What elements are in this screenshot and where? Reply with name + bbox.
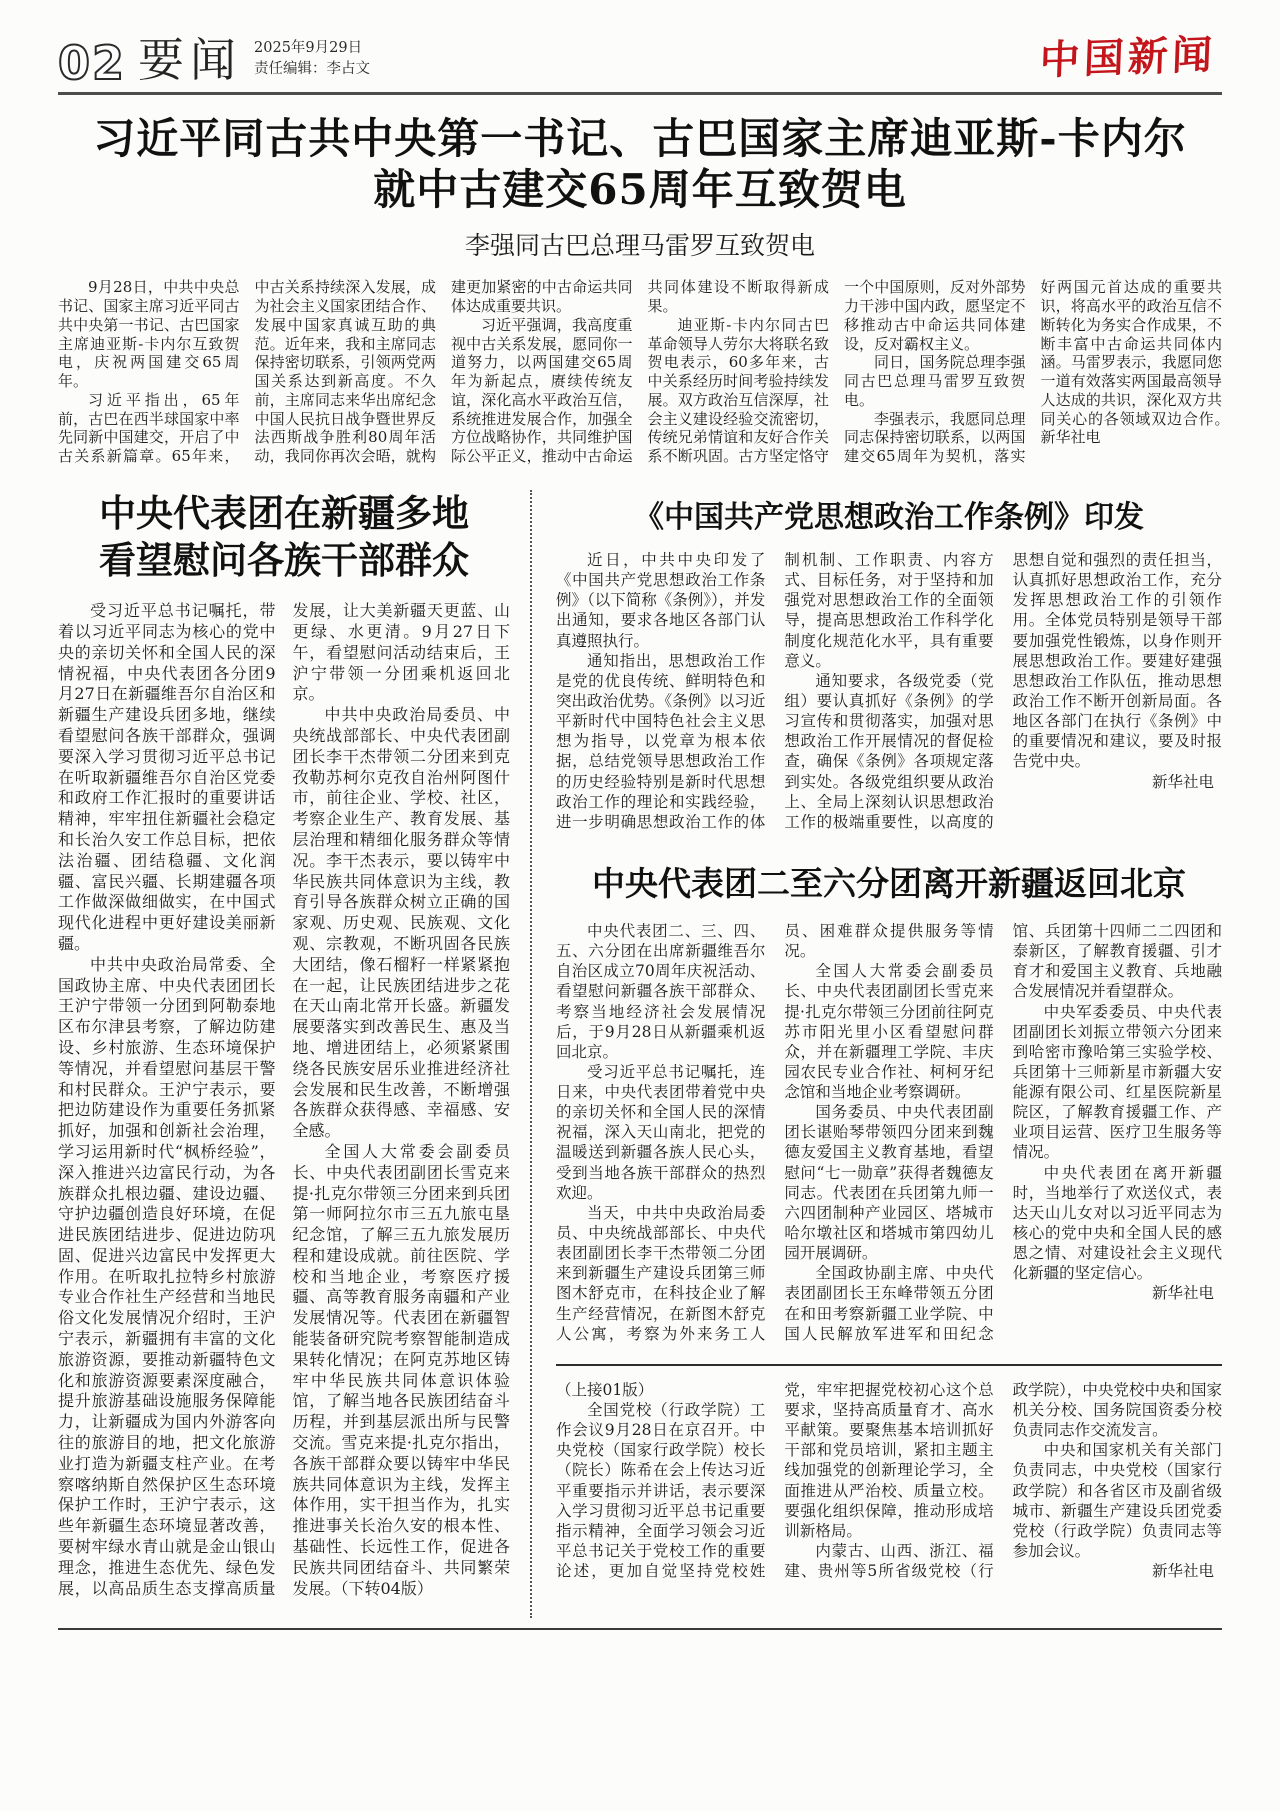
paragraph: 中共中央政治局委员、中央统战部部长、中央代表团副团长李干杰带领二分团来到克孜勒苏柯尔克孜自治州阿图什市，前往企业、学校、社区，考察企业生产、教育发展、基层治理和精细化服务群众等情况。李干杰表示，要以铸牢中华民族共同体意识为主线，教育引导各族群众树立正确的国家观、历史观、民族观、文化观、宗教观，不断巩固各民族大团结，像石榴籽一样紧紧抱在一起，让民族团结进步之花在天山南北常开长盛。新疆发展要落实到改善民生、惠及当地、增进团结上，必须紧紧围绕各民族安居乐业推进经济社会发展和民生改善，不断增强各族群众获得感、幸福感、安全感。 xyxy=(292,705,510,1141)
section-title: 要闻 xyxy=(138,33,243,88)
paragraph: 李强表示，我愿同总理同志保持密切联系，以两国建交65周年为契机，落实好两国元首达成的重要共识，将高水平的政治互信不断转化为务实合作成果，不断丰富中古命运共同体内涵。马雷罗表示，我愿同您一道有效落实两国最高领导人达成的共识，深化双方共同关心的各领域双边合作。 新华社电 xyxy=(844,278,1253,466)
paragraph: 中央和国家机关有关部门负责同志，中央党校（国家行政学院）和各省区市及副省级城市、新疆生产建设兵团党委党校（行政学院）负责同志等参加会议。 xyxy=(1012,1441,1222,1561)
regulation-headline: 《中国共产党思想政治工作条例》印发 xyxy=(634,499,1144,535)
continued-article-body xyxy=(556,1380,1222,1581)
paragraph: 中共中央政治局常委、全国政协主席、中央代表团团长王沪宁带领一分团到阿勒泰地区布尔津县考察，了解边防建设、乡村旅游、生态环境保护等情况，并看望慰问基层干警和村民群众。王沪宁表示，要把边防建设作为重要任务抓紧抓好，加强和创新社会治理，学习运用新时代“枫桥经验”，深入推进兴边富民行动，为各族群众扎根边疆、建设边疆、守护边疆创造良好环境，在促进民族团结进步、促进边防巩固、促进兴边富民中发挥更大作用。在听取扎拉特乡村旅游专业合作社生产经营和当地民俗文化发展情况介绍时，王沪宁表示，新疆拥有丰富的文化旅游资源，要推动新疆特色文化和旅游资源要素深度融合，提升旅游基础设施服务保障能力，让新疆成为国内外游客向往的旅游目的地，把文化旅游业打造为新疆支柱产业。在考察喀纳斯自然保护区生态环境保护工作时，王沪宁表示，这些年新疆生态环境显著改善，要树牢绿水青山就是金山银山理念，推进生态优先、绿色发展，以高品质生态支撑高质量发展，让大美新疆天更蓝、山更绿、水更清。9月27日下午，看望慰问活动结束后，王沪宁带领一分团乘机返回北京。 xyxy=(58,601,510,1598)
lead-subheadline: 李强同古巴总理马雷罗互致贺电 xyxy=(464,231,815,261)
lead-headline-line1: 习近平同古共中央第一书记、古巴国家主席迪亚斯-卡内尔 xyxy=(93,114,1187,163)
continued-article xyxy=(556,1364,1222,1581)
paragraph: 中央军委委员、中央代表团副团长刘振立带领六分团来到哈密市豫哈第三实验学校、兵团第十三师新星市新疆大安能源有限公司、红星医院新星院区，了解教育援疆工作、产业项目运营、医疗卫生服务等情况。 xyxy=(1012,1002,1222,1162)
paragraph: 同日，国务院总理李强同古巴总理马雷罗互致贺电。 xyxy=(844,353,1026,409)
paragraph: 习近平指出，65年前，古巴在西半球国家中率先同新中国建交，开启了中古关系新篇章。65年来，中古关系持续深入发展，成为社会主义国家团结合作、发展中国家真诚互助的典范。近年来，我和主席同志保持密切联系，引领两党两国关系达到新高度。不久前，主席同志来华出席纪念中国人民抗日战争暨世界反法西斯战争胜利80周年活动，我同你再次会晤，就构建更加紧密的中古命运共同体达成重要共识。 xyxy=(58,278,633,466)
regulation-article-body xyxy=(556,550,1222,832)
editor-credit: 责任编辑：李占文 xyxy=(254,61,371,78)
xinjiang-headline-line1: 中央代表团在新疆多地 xyxy=(99,490,469,535)
regulation-article xyxy=(556,492,1222,832)
paragraph: 全国人大常委会副委员长、中央代表团副团长雪克来提·扎克尔带领三分团来到兵团第一师阿拉尔市三五九旅屯垦纪念馆，了解三五九旅发展历程和建设成就。前往医院、学校和当地企业，考察医疗援疆、高等教育服务南疆和产业发展情况等。代表团在新疆智能装备研究院考察智能制造成果转化情况；在阿克苏地区铸牢中华民族共同体意识体验馆，了解当地各民族团结奋斗历程，并到基层派出所与民警交流。雪克来提·扎克尔指出，各族干部群众要以铸牢中华民族共同体意识为主线，发挥主体作用，实干担当作为，扎实推进事关长治久安的根本性、基础性、长远性工作，促进各民族共同团结奋斗、共同繁荣发展。（下转04版） xyxy=(292,1141,510,1598)
xinjiang-article xyxy=(58,490,510,1618)
paragraph: 全国政协副主席、中央代表团副团长王东峰带领五分团在和田考察新疆工业学院、中国人民解放军进军和田纪念馆、兵团第十四师二二四团和泰新区，了解教育援疆、引才育才和爱国主义教育、兵地融合发展情况并看望群众。 xyxy=(784,921,1222,1343)
news-agency-byline: 新华社电 xyxy=(1151,1284,1214,1303)
edition-date: 2025年9月29日 xyxy=(254,39,363,56)
xinjiang-article-body xyxy=(58,601,510,1599)
paragraph: 通知要求，各级党委（党组）要认真抓好《条例》的学习宣传和贯彻落实，加强对思想政治工作开展情况的督促检查，确保《条例》各项规定落到实处。各级党组织要从政治上、全局上深刻认识思想政治工作的极端重要性，以高度的思想自觉和强烈的责任担当，认真抓好思想政治工作，充分发挥思想政治工作的引领作用。全体党员特别是领导干部要加强党性锻炼，以身作则开展思想政治工作。要建好建强思想政治工作队伍，推动思想政治工作不断开创新局面。各地区各部门在执行《条例》中的重要情况和建议，要及时报告党中央。 xyxy=(784,550,1222,831)
return-headline: 中央代表团二至六分团离开新疆返回北京 xyxy=(592,863,1186,903)
newspaper-logo: 中国新闻 xyxy=(1038,31,1217,85)
paragraph: 全国党校（行政学院）工作会议9月28日在京召开。中央党校（国家行政学院）校长（院长）陈希在会上传达习近平重要指示并讲话，表示要深入学习贯彻习近平总书记重要指示精神，全面学习领会习近平总书记关于党校工作的重要论述，更加自觉坚持党校姓党，牢牢把握党校初心这个总要求，坚持高质量育才、高水平献策。要聚焦基本培训抓好干部和党员培训，紧扣主题主线加强党的创新理论学习，全面推进从严治校、质量立校。要强化组织保障，推动形成培训新格局。 xyxy=(556,1380,994,1581)
return-paragraphs xyxy=(556,921,1222,1344)
lower-region xyxy=(58,490,1222,1618)
page-number: 02 xyxy=(58,35,127,90)
lead-article xyxy=(58,113,1253,466)
lead-headline-line2: 就中古建交65周年互致贺电 xyxy=(373,165,907,215)
continued-paragraphs xyxy=(556,1380,1222,1581)
paragraph: 通知指出，思想政治工作是党的优良传统、鲜明特色和突出政治优势。《条例》以习近平新时代中国特色社会主义思想为指导，以党章为根本依据，总结党领导思想政治工作的历史经验特别是新时代思想政治工作的理论和实践经验，进一步明确思想政治工作的体制机制、工作职责、内容方式、目标任务，对于坚持和加强党对思想政治工作的全面领导，提高思想政治工作科学化制度化规范化水平，具有重要意义。 xyxy=(556,550,994,831)
paragraph: 国务委员、中央代表团副团长谌贻琴带领四分团来到魏德友爱国主义教育基地，看望慰问“七一勋章”获得者魏德友同志。代表团在兵团第九师一六四团制种产业园区、塔城市哈尔墩社区和塔城市第四幼儿园开展调研。 xyxy=(784,1103,994,1263)
paragraph: 受习近平总书记嘱托，连日来，中央代表团带着党中央的亲切关怀和全国人民的深情祝福，深入天山南北，把党的温暖送到新疆各族人民心头，受到当地各族干部群众的热烈欢迎。 xyxy=(556,1062,766,1202)
xinjiang-headline-line2: 看望慰问各族干部群众 xyxy=(99,537,469,582)
masthead xyxy=(58,26,1222,95)
lead-article-body xyxy=(58,278,1253,466)
paragraph: 中央代表团在离开新疆时，当地举行了欢送仪式，表达天山儿女对以习近平同志为核心的党中央和全国人民的感恩之情、对建设社会主义现代化新疆的坚定信心。 xyxy=(1012,1163,1222,1283)
paragraph: 全国人大常委会副委员长、中央代表团副团长雪克来提·扎克尔带领三分团前往阿克苏市阳光里小区看望慰问群众，并在新疆理工学院、丰庆园农民专业合作社、柯柯牙纪念馆和当地企业考察调研。 xyxy=(784,962,994,1102)
paragraph: 当天，中共中央政治局委员、中央统战部部长、中央代表团副团长李干杰带领二分团来到新疆生产建设兵团第三师图木舒克市，在科技企业了解生产经营情况，在新图木舒克人公寓，考察为外来务工人员、困难群众提供服务等情况。 xyxy=(556,921,994,1343)
news-agency-byline: 新华社电 xyxy=(1151,772,1214,791)
edition-meta xyxy=(254,38,370,84)
paragraph: 内蒙古、山西、浙江、福建、贵州等5所省级党校（行政学院），中央党校中央和国家机关分校、国务院国资委分校负责同志作交流发言。 xyxy=(784,1380,1222,1581)
masthead-left xyxy=(58,33,371,90)
paragraph: 受习近平总书记嘱托，带着以习近平同志为核心的党中央的亲切关怀和全国人民的深情祝福，中央代表团各分团9月27日在新疆维吾尔自治区和新疆生产建设兵团多地，继续看望慰问各族干部群众，强调要深入学习贯彻习近平总书记在听取新疆维吾尔自治区党委和政府工作汇报时的重要讲话精神，牢牢扭住新疆社会稳定和长治久安工作总目标，把依法治疆、团结稳疆、文化润疆、富民兴疆、长期建疆各项工作做深做细做实，在中国式现代化进程中更好建设美丽新疆。 xyxy=(58,601,276,953)
page-bottom-rule xyxy=(58,1628,1222,1630)
paragraph: 9月28日，中共中央总书记、国家主席习近平同古共中央第一书记、古巴国家主席迪亚斯-卡内尔互致贺电，庆祝两国建交65周年。 xyxy=(58,278,240,391)
right-column-group xyxy=(530,490,1222,1618)
return-article xyxy=(556,858,1222,1344)
return-article-body xyxy=(556,921,1222,1344)
continued-from-note: （上接01版） xyxy=(556,1380,654,1399)
paragraph: 近日，中共中央印发了《中国共产党思想政治工作条例》（以下简称《条例》），并发出通知，要求各地区各部门认真遵照执行。 xyxy=(556,550,766,650)
paragraph: 习近平强调，我高度重视中古关系发展，愿同你一道努力，以两国建交65周年为新起点，赓续传统友谊，深化高水平政治互信，系统推进发展合作，加强全方位战略协作，共同维护国际公平正义，推动中古命运共同体建设不断取得新成果。 xyxy=(451,278,829,466)
paragraph: 中央代表团二、三、四、五、六分团在出席新疆维吾尔自治区成立70周年庆祝活动、看望慰问新疆各族干部群众、考察当地经济社会发展情况后，于9月28日从新疆乘机返回北京。 xyxy=(556,921,766,1061)
news-agency-byline: 新华社电 xyxy=(1151,1562,1214,1581)
paragraph: 迪亚斯-卡内尔同古巴革命领导人劳尔大将联名致贺电表示，60多年来，古中关系经历时间考验持续发展。双方政治互信深厚，社会主义建设经验交流密切，传统兄弟情谊和友好合作关系不断巩固。古方坚定恪守一个中国原则，反对外部势力干涉中国内政，愿坚定不移推动古中命运共同体建设，反对霸权主义。 xyxy=(647,278,1026,466)
